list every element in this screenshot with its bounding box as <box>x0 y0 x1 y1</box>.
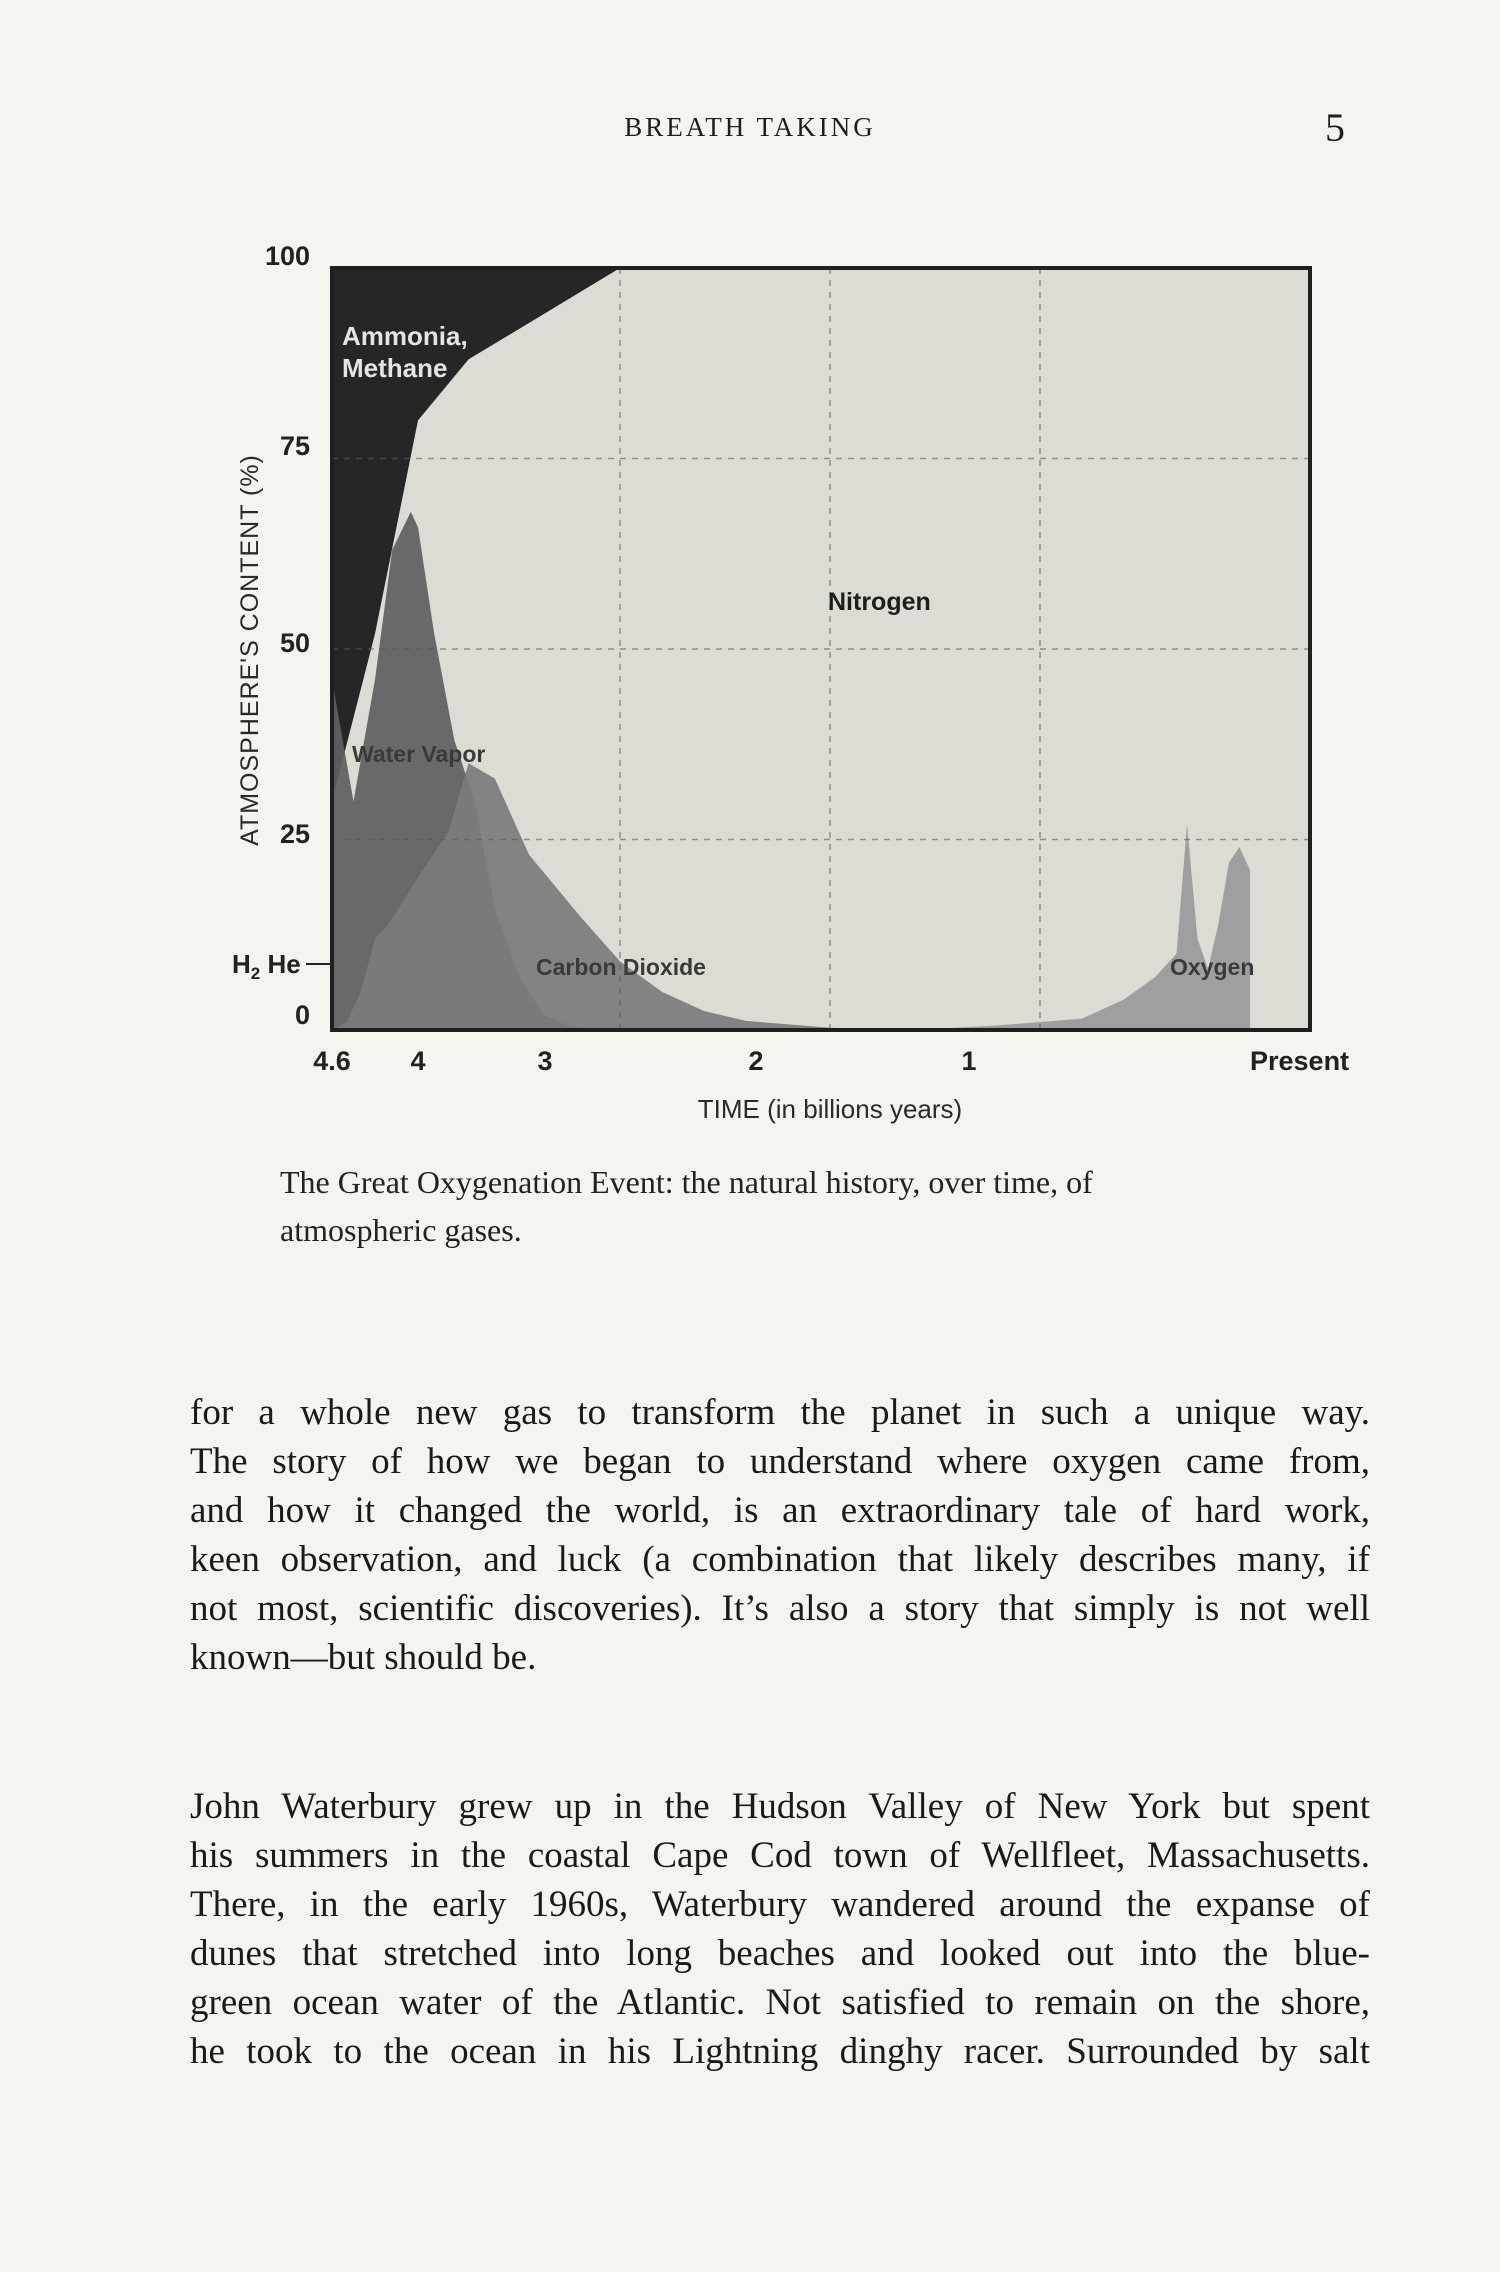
h2-he-marker <box>232 949 332 983</box>
text-line: green ocean water of the Atlantic. Not satisfied to remain on the shore, <box>190 1982 1370 2023</box>
series-label-water-vapor: Water Vapor <box>352 741 486 767</box>
series-label-methane: Methane <box>342 353 448 383</box>
caption-line: The Great Oxygenation Event: the natural history, over time, of <box>280 1164 1093 1200</box>
x-tick-label: 4 <box>410 1046 426 1076</box>
y-tick-label: 50 <box>279 628 310 658</box>
text-line: not most, scientific discoveries). It’s also a story that simply is not well <box>190 1588 1370 1629</box>
caption-line: atmospheric gases. <box>280 1212 522 1248</box>
h2-he-label: $H_2$ He <box>232 949 301 983</box>
text-line: for a whole new gas to transform the planet in such a unique way. <box>190 1392 1370 1433</box>
series-label-nitrogen: Nitrogen <box>828 588 931 616</box>
text-line: dunes that stretched into long beaches and looked out into the blue- <box>190 1933 1370 1974</box>
text-line: John Waterbury grew up in the Hudson Valley of New York but spent <box>190 1786 1370 1827</box>
x-tick-label: 4.6 <box>313 1046 351 1076</box>
text-line: The story of how we began to understand where oxygen came from, <box>190 1441 1370 1482</box>
text-line: his summers in the coastal Cape Cod town of Wellfleet, Massachusetts. <box>190 1835 1370 1876</box>
series-label-oxygen: Oxygen <box>1170 954 1255 980</box>
x-tick-label: Present <box>1250 1046 1350 1076</box>
x-axis-label: TIME (in billions years) <box>697 1094 963 1124</box>
text-line: known—but should be. <box>190 1637 537 1678</box>
x-tick-label: 3 <box>537 1046 553 1076</box>
paragraph-2 <box>190 1782 1370 2076</box>
series-label-ammonia: Ammonia, <box>342 321 468 351</box>
text-line: There, in the early 1960s, Waterbury wandered around the expanse of <box>190 1884 1370 1925</box>
paragraph-1 <box>190 1388 1370 1682</box>
y-tick-label: 25 <box>279 819 310 849</box>
text-line: he took to the ocean in his Lightning dinghy racer. Surrounded by salt <box>190 2031 1370 2072</box>
y-axis-label: ATMOSPHERE'S CONTENT (%) <box>236 454 264 846</box>
series-label-carbon-dioxide: Carbon Dioxide <box>536 954 706 980</box>
figure-caption <box>280 1158 1300 1254</box>
running-head: BREATH TAKING <box>624 112 876 142</box>
page-number: 5 <box>1325 105 1345 150</box>
text-line: and how it changed the world, is an extraordinary tale of hard work, <box>190 1490 1370 1531</box>
x-tick-label: 2 <box>748 1046 764 1076</box>
y-tick-label: 100 <box>264 241 310 271</box>
text-line: keen observation, and luck (a combination that likely describes many, if <box>190 1539 1370 1580</box>
x-tick-label: 1 <box>961 1046 977 1076</box>
y-tick-label: 0 <box>294 1000 310 1030</box>
y-tick-label: 75 <box>279 431 310 461</box>
